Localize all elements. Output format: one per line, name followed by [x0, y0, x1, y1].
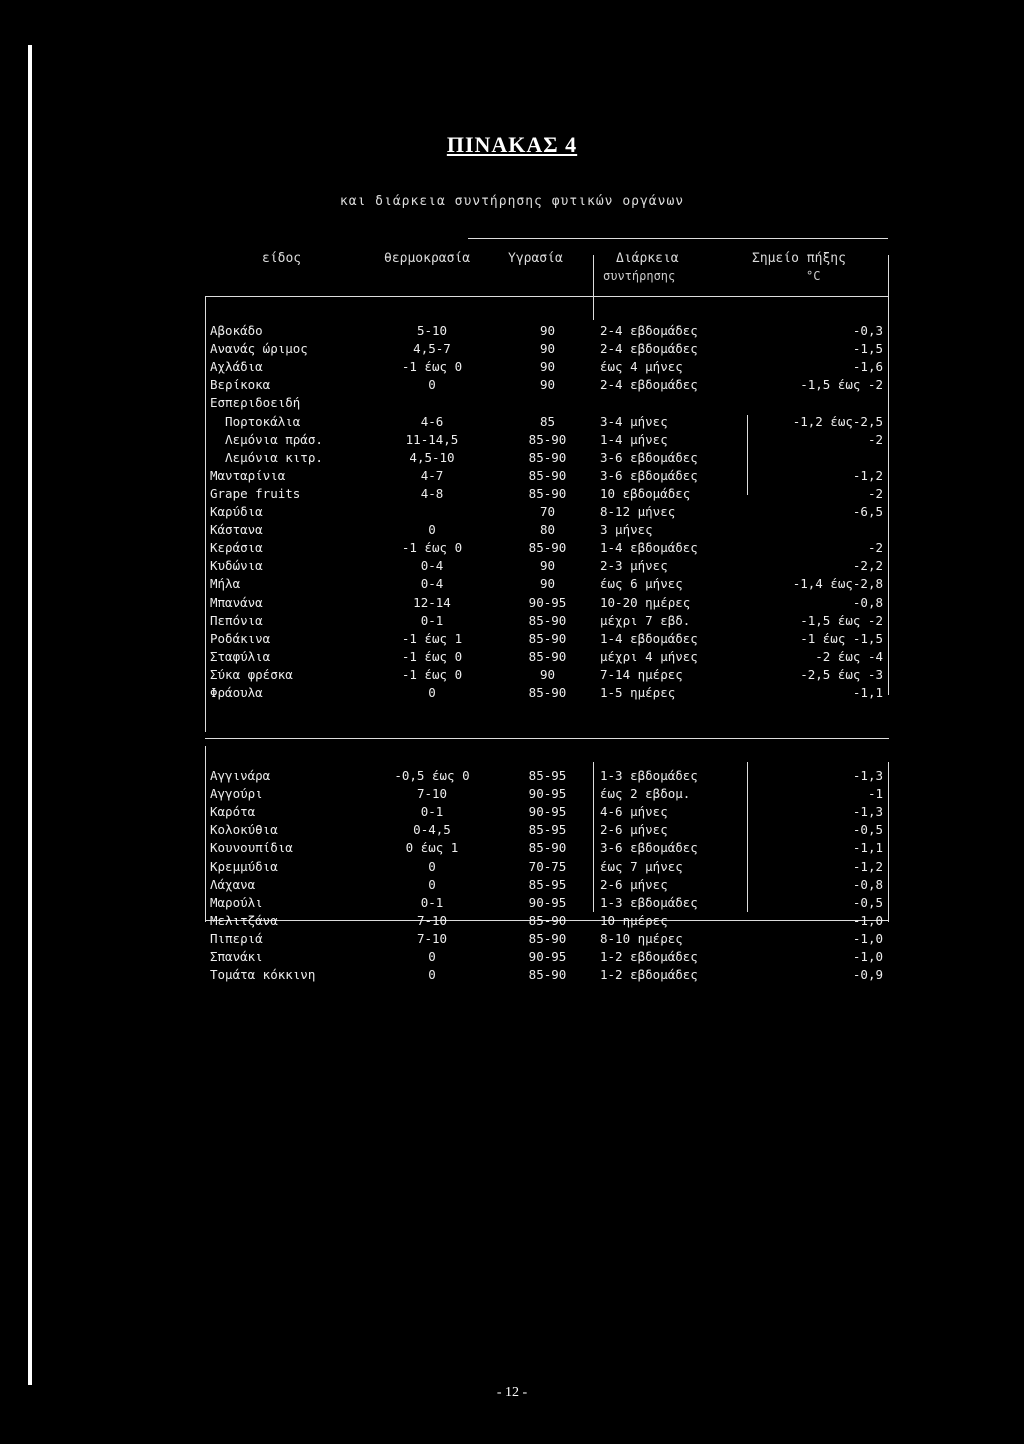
humidity-cell: 85-90 [528, 840, 567, 856]
freezing-cell: -1,2 έως-2,5 [792, 413, 883, 429]
product-cell: Καρύδια [210, 504, 263, 519]
product-cell: Κρεμμύδια [210, 858, 278, 874]
humidity-cell: 85-90 [528, 485, 567, 501]
humidity-cell: 90 [539, 558, 556, 574]
product-cell: Κυδώνια [210, 558, 263, 574]
product-cell: Τομάτα κόκκινη [210, 967, 316, 983]
table-row [0, 558, 1024, 576]
freezing-cell: -1,6 [852, 359, 883, 375]
product-cell: Λεμόνια πράσ. [210, 431, 323, 447]
temperature-cell: 7-10 [416, 912, 448, 928]
table-row [0, 667, 1024, 685]
column-divider-duration [593, 255, 594, 320]
duration-cell: 2-4 εβδομάδες [600, 377, 698, 393]
temperature-cell: 0-4 [420, 576, 444, 592]
table-row [0, 414, 1024, 432]
humidity-cell: 85-95 [528, 768, 567, 783]
temperature-cell: 12-14 [413, 594, 451, 610]
page-number: - 12 - [496, 1385, 528, 1400]
duration-cell: 3 μήνες [600, 522, 653, 538]
temperature-cell: 0 [428, 858, 436, 874]
product-cell: Σταφύλια [210, 648, 271, 664]
humidity-cell: 90 [539, 666, 556, 682]
temperature-cell: 11-14,5 [405, 431, 459, 447]
product-cell: Κουνουπίδια [210, 840, 293, 856]
freezing-cell: -0,3 [852, 323, 883, 338]
table-row [0, 859, 1024, 877]
humidity-cell: 70 [539, 504, 556, 519]
humidity-cell: 90 [539, 377, 556, 393]
freezing-cell: -1,0 [852, 912, 883, 928]
table-row [0, 804, 1024, 822]
temperature-cell: 0 [428, 522, 436, 538]
freezing-cell: -1,5 [852, 341, 883, 357]
product-cell: Μήλα [210, 576, 241, 592]
temperature-cell: 7-10 [416, 930, 448, 946]
product-cell: Εσπεριδοειδή [210, 395, 301, 411]
table-row [0, 504, 1024, 522]
table-row [0, 522, 1024, 540]
freezing-cell: -0,5 [852, 894, 883, 910]
humidity-cell: 85-95 [528, 822, 567, 838]
table-row [0, 341, 1024, 359]
freezing-cell: -1 έως -1,5 [800, 630, 883, 646]
table-row [0, 768, 1024, 786]
temperature-cell: 0-4 [420, 558, 444, 574]
product-cell: Σπανάκι [210, 949, 263, 964]
product-cell: Κολοκύθια [210, 822, 278, 838]
product-cell: Αγγούρι [210, 786, 263, 802]
temperature-cell: 0 έως 1 [405, 840, 459, 856]
duration-cell: μέχρι 7 εβδ. [600, 612, 691, 628]
freezing-cell: -0,5 [852, 822, 883, 838]
product-cell: Μελιτζάνα [210, 912, 278, 928]
duration-cell: έως 7 μήνες [600, 858, 683, 874]
temperature-cell: 4-7 [420, 467, 444, 483]
humidity-cell: 85-90 [528, 431, 567, 447]
humidity-cell: 85-90 [528, 612, 567, 628]
temperature-cell: 0 [428, 685, 436, 700]
duration-cell: 3-6 εβδομάδες [600, 449, 698, 465]
temperature-cell: 0 [428, 949, 436, 964]
product-cell: Λάχανα [210, 876, 256, 892]
duration-cell: 1-5 ημέρες [600, 685, 676, 700]
product-cell: Βερίκοκα [210, 377, 271, 393]
table-row [0, 468, 1024, 486]
product-cell: Κάστανα [210, 522, 263, 538]
product-cell: Ανανάς ώριμος [210, 341, 308, 357]
duration-cell: 1-4 εβδομάδες [600, 540, 698, 556]
duration-cell: 8-10 ημέρες [600, 930, 683, 946]
temperature-cell: -1 έως 0 [401, 359, 463, 375]
temperature-cell: 0 [428, 377, 436, 393]
table-row [0, 649, 1024, 667]
table-row [0, 913, 1024, 931]
freezing-cell: -6,5 [852, 504, 883, 519]
freezing-cell: -2 [867, 485, 883, 501]
freezing-cell: -1,1 [852, 840, 883, 856]
freezing-cell: -1,3 [852, 804, 883, 820]
duration-cell: 8-12 μήνες [600, 504, 676, 519]
freezing-cell: -1,5 έως -2 [800, 377, 883, 393]
duration-cell: μέχρι 4 μήνες [600, 648, 698, 664]
table-row [0, 895, 1024, 913]
humidity-cell: 85-90 [528, 685, 567, 700]
duration-cell: 1-3 εβδομάδες [600, 894, 698, 910]
humidity-cell: 90-95 [528, 894, 567, 910]
table-row [0, 949, 1024, 967]
duration-cell: 3-6 εβδομάδες [600, 467, 698, 483]
humidity-cell: 85-90 [528, 467, 567, 483]
freezing-cell: -0,8 [852, 876, 883, 892]
product-cell: Καρότα [210, 804, 256, 820]
header-product: είδος [262, 251, 302, 266]
table-row [0, 631, 1024, 649]
humidity-cell: 90-95 [528, 594, 567, 610]
table-row [0, 377, 1024, 395]
duration-cell: 2-3 μήνες [600, 558, 668, 574]
table-row [0, 323, 1024, 341]
freezing-cell: -1,0 [852, 949, 883, 964]
freezing-cell: -2 έως -4 [815, 648, 883, 664]
humidity-cell: 80 [539, 522, 556, 538]
temperature-cell: -1 έως 1 [401, 630, 463, 646]
freezing-cell: -0,9 [852, 967, 883, 983]
humidity-cell: 85-90 [528, 540, 567, 556]
duration-cell: 10-20 ημέρες [600, 594, 691, 610]
page-subtitle: και διάρκεια συντήρησης φυτικών οργάνων [339, 194, 685, 209]
product-cell: Αβοκάδο [210, 323, 263, 338]
humidity-cell: 90-95 [528, 786, 567, 802]
table-row [0, 576, 1024, 594]
duration-cell: έως 6 μήνες [600, 576, 683, 592]
humidity-cell: 90 [539, 359, 556, 375]
table-row [0, 540, 1024, 558]
table-row [0, 931, 1024, 949]
freezing-cell: -1,2 [852, 858, 883, 874]
duration-cell: 1-2 εβδομάδες [600, 967, 698, 983]
humidity-cell: 85-90 [528, 449, 567, 465]
freezing-cell: -2,2 [852, 558, 883, 574]
duration-cell: 2-4 εβδομάδες [600, 323, 698, 338]
duration-cell: 2-4 εβδομάδες [600, 341, 698, 357]
duration-cell: έως 4 μήνες [600, 359, 683, 375]
temperature-cell: 7-10 [416, 786, 448, 802]
product-cell: Grape fruits [210, 485, 301, 501]
duration-cell: 3-6 εβδομάδες [600, 840, 698, 856]
temperature-cell: 0-1 [420, 612, 444, 628]
humidity-cell: 90-95 [528, 949, 567, 964]
freezing-cell: -1,4 έως-2,8 [792, 576, 883, 592]
table-row [0, 877, 1024, 895]
header-duration-sub: συντήρησης [603, 269, 676, 283]
table-row [0, 840, 1024, 858]
freezing-cell: -0,8 [852, 594, 883, 610]
freezing-cell: -2 [867, 540, 883, 556]
humidity-cell: 85-90 [528, 912, 567, 928]
table-row [0, 359, 1024, 377]
freezing-cell: -1,1 [852, 685, 883, 700]
temperature-cell: 0-4,5 [413, 822, 451, 838]
product-cell: Πεπόνια [210, 612, 263, 628]
duration-cell: έως 2 εβδομ. [600, 786, 691, 802]
table-row [0, 967, 1024, 985]
temperature-cell: 0-1 [420, 894, 444, 910]
table-row [0, 822, 1024, 840]
product-cell: Μανταρίνια [210, 467, 286, 483]
humidity-cell: 85-90 [528, 930, 567, 946]
temperature-cell: 4,5-7 [413, 341, 451, 357]
table-row [0, 595, 1024, 613]
temperature-cell: 4-8 [420, 485, 444, 501]
freezing-cell: -1,5 έως -2 [800, 612, 883, 628]
duration-cell: 3-4 μήνες [600, 413, 668, 429]
duration-cell: 2-6 μήνες [600, 876, 668, 892]
product-cell: Πιπεριά [210, 930, 263, 946]
temperature-cell: 4,5-10 [409, 449, 455, 465]
product-cell: Μαρούλι [210, 894, 263, 910]
temperature-cell: 0-1 [420, 804, 444, 820]
table-row [0, 395, 1024, 413]
duration-cell: 1-3 εβδομάδες [600, 768, 698, 783]
temperature-cell: 5-10 [416, 323, 448, 338]
freezing-cell: -1 [867, 786, 883, 802]
product-cell: Φράουλα [210, 685, 263, 700]
header-bottom-rule [205, 296, 889, 297]
product-cell: Πορτοκάλια [210, 413, 301, 429]
temperature-cell: -1 έως 0 [401, 540, 463, 556]
humidity-cell: 70-75 [528, 858, 567, 874]
humidity-cell: 90-95 [528, 804, 567, 820]
humidity-cell: 85-90 [528, 967, 567, 983]
duration-cell: 10 ημέρες [600, 912, 668, 928]
table-row [0, 432, 1024, 450]
table-row [0, 786, 1024, 804]
duration-cell: 10 εβδομάδες [600, 485, 691, 501]
humidity-cell: 90 [539, 323, 556, 338]
header-duration: Διάρκεια [616, 251, 679, 266]
humidity-cell: 85 [539, 413, 556, 429]
product-cell: Αχλάδια [210, 359, 263, 375]
header-freezing-sub: °C [806, 269, 821, 283]
humidity-cell: 85-90 [528, 630, 567, 646]
temperature-cell: -1 έως 0 [401, 648, 463, 664]
header-top-rule [468, 238, 888, 239]
header-humidity: Υγρασία [508, 251, 563, 266]
table-row [0, 450, 1024, 468]
table-row [0, 685, 1024, 703]
scan-edge-line [28, 45, 32, 1385]
temperature-cell: -0,5 έως 0 [394, 768, 470, 783]
freezing-cell: -2 [867, 431, 883, 447]
section-divider-rule [205, 738, 889, 739]
product-cell: Κεράσια [210, 540, 263, 556]
humidity-cell: 85-90 [528, 648, 567, 664]
temperature-cell: 4-6 [420, 413, 444, 429]
duration-cell: 1-4 εβδομάδες [600, 630, 698, 646]
freezing-cell: -1,0 [852, 930, 883, 946]
header-temperature: θερμοκρασία [384, 251, 471, 266]
temperature-cell: 0 [428, 967, 436, 983]
duration-cell: 1-4 μήνες [600, 431, 668, 447]
duration-cell: 2-6 μήνες [600, 822, 668, 838]
product-cell: Αγγινάρα [210, 768, 271, 783]
header-freezing: Σημείο πήξης [752, 251, 846, 266]
product-cell: Μπανάνα [210, 594, 263, 610]
humidity-cell: 90 [539, 341, 556, 357]
temperature-cell: -1 έως 0 [401, 666, 463, 682]
table-row [0, 613, 1024, 631]
duration-cell: 1-2 εβδομάδες [600, 949, 698, 964]
freezing-cell: -2,5 έως -3 [800, 666, 883, 682]
humidity-cell: 85-95 [528, 876, 567, 892]
temperature-cell: 0 [428, 876, 436, 892]
product-cell: Λεμόνια κιτρ. [210, 449, 323, 465]
freezing-cell: -1,2 [852, 467, 883, 483]
duration-cell: 4-6 μήνες [600, 804, 668, 820]
table-row [0, 486, 1024, 504]
page-title: ΠΙΝΑΚΑΣ 4 [446, 132, 578, 157]
duration-cell: 7-14 ημέρες [600, 666, 683, 682]
product-cell: Ροδάκινα [210, 630, 271, 646]
freezing-cell: -1,3 [852, 768, 883, 783]
product-cell: Σύκα φρέσκα [210, 666, 293, 682]
humidity-cell: 90 [539, 576, 556, 592]
